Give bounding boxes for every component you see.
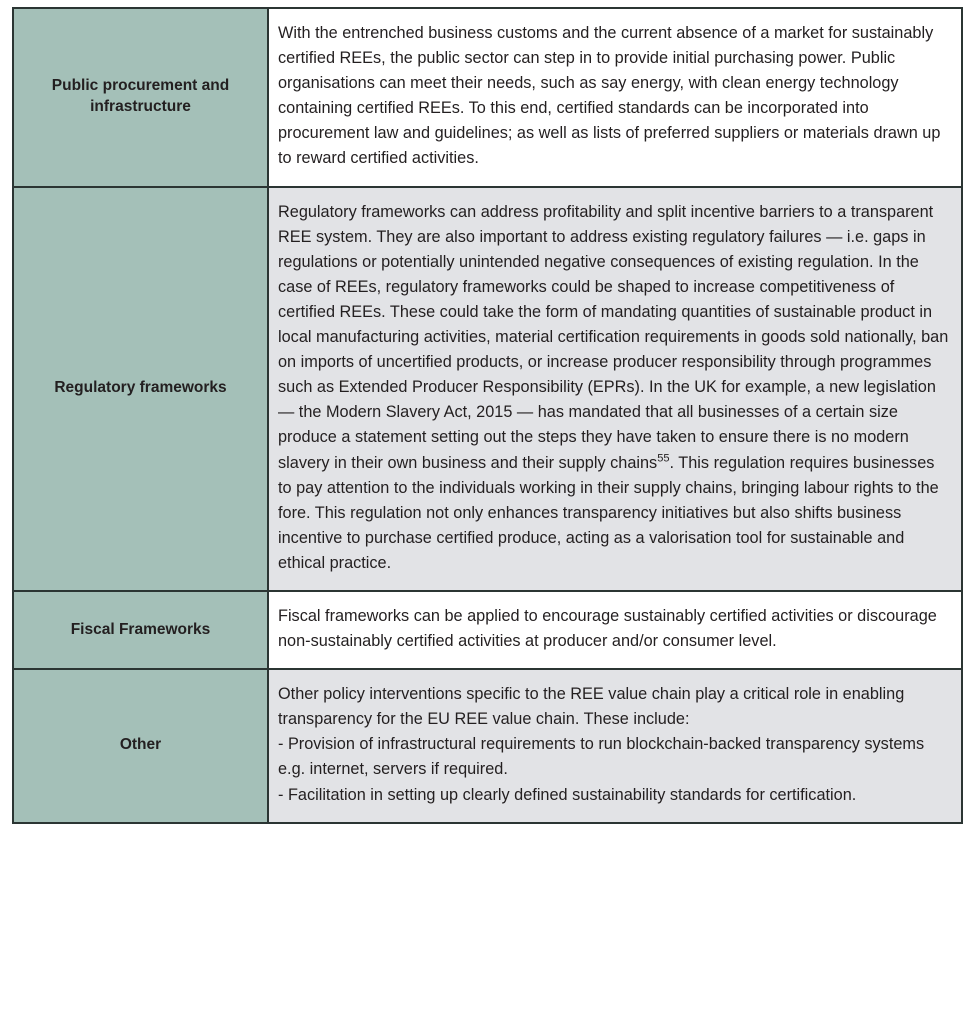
paragraph-intro: Other policy interventions specific to the REE value chain play a critical role in enabling transparency for the EU REE value chain. These include: <box>278 685 905 729</box>
table-row <box>13 187 962 591</box>
table-row <box>13 669 962 822</box>
row-body-other <box>268 669 962 822</box>
row-label-public-procurement: Public procurement and infrastructure <box>13 8 268 187</box>
policy-intervention-table <box>12 7 963 824</box>
row-body-fiscal-frameworks <box>268 591 962 669</box>
paragraph-text-part-2: . This regulation requires businesses to pay attention to the individuals working in their supply chains, bringing labour rights to the fore. This regulation not only enhances transparency initiatives but also shifts business incentive to purchase certified produce, acting as a valorisation tool for sustainable and ethical practice. <box>278 453 939 572</box>
row-body-public-procurement <box>268 8 962 187</box>
table-body <box>13 8 962 823</box>
paragraph: Fiscal frameworks can be applied to encourage sustainably certified activities or discourage non-sustainably certified activities at producer and/or consumer level. <box>278 606 937 651</box>
table-row <box>13 591 962 669</box>
row-label-regulatory-frameworks: Regulatory frameworks <box>13 187 268 591</box>
paragraph <box>278 200 951 576</box>
paragraph-text-part-1: Regulatory frameworks can address profitability and split incentive barriers to a transparent REE system. They are also important to address existing regulatory failures — i.e. gaps in regulations or potentially unintended negative consequences of existing regulation. In the case of REEs, regulatory frameworks could be shaped to increase competitiveness of certified REEs. These could take the form of mandating quantities of sustainable product in local manufacturing activities, material certification requirements in goods sold nationally, ban on imports of uncertified products, or increase producer responsibility through programmes such as Extended Producer Responsibility (EPRs). In the UK for example, a new legislation — the Modern Slavery Act, 2015 — has mandated that all businesses of a certain size produce a statement setting out the steps they have taken to ensure there is no modern slavery in their own business and their supply chains <box>278 202 949 472</box>
paragraph: With the entrenched business customs and the current absence of a market for sustainably certified REEs, the public sector can step in to provide initial purchasing power. Public organisations can meet their needs, such as say energy, with clean energy technology containing certified REEs. To this end, certified standards can be incorporated into procurement law and guidelines; as well as lists of preferred suppliers or materials drawn up to reward certified activities. <box>278 24 941 168</box>
row-label-other: Other <box>13 669 268 822</box>
row-body-regulatory-frameworks <box>268 187 962 591</box>
bullet-item-infrastructure: - Provision of infrastructural requirements to run blockchain-backed transparency systems e.g. internet, servers if required. <box>278 735 925 779</box>
table-row <box>13 8 962 187</box>
bullet-item-standards: - Facilitation in setting up clearly defined sustainability standards for certification. <box>278 785 857 804</box>
row-label-fiscal-frameworks: Fiscal Frameworks <box>13 591 268 669</box>
footnote-marker: 55 <box>657 452 670 465</box>
